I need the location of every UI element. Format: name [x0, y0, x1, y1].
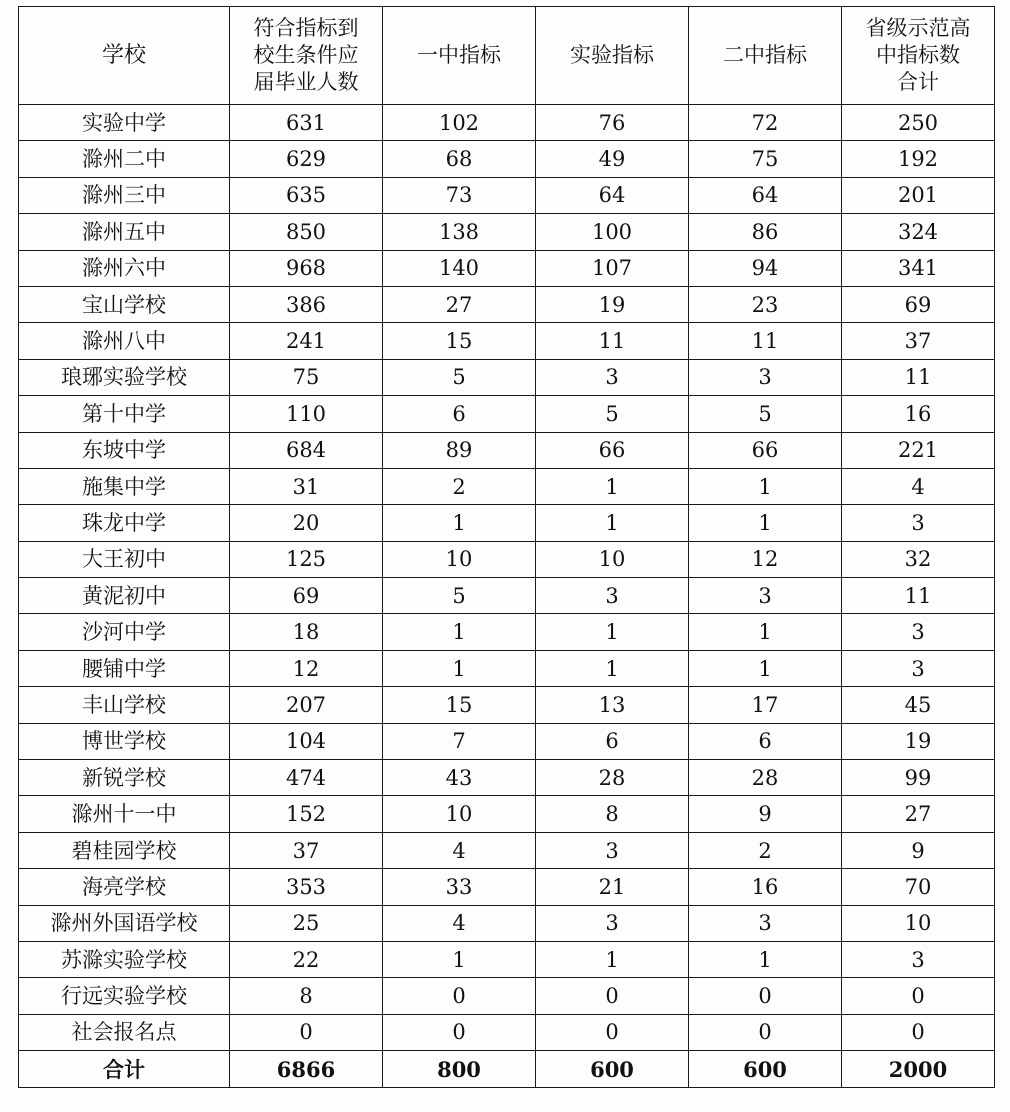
school-cell: 大王初中	[19, 541, 230, 577]
table-row	[19, 614, 995, 650]
shiyan-cell: 1	[536, 468, 689, 504]
total-yizhong-cell: 800	[383, 1051, 536, 1088]
total-cell: 19	[842, 723, 995, 759]
yizhong-cell: 5	[383, 578, 536, 614]
yizhong-cell: 15	[383, 323, 536, 359]
total-grads-cell: 6866	[230, 1051, 383, 1088]
shiyan-cell: 3	[536, 832, 689, 868]
table-row	[19, 578, 995, 614]
grads-cell: 386	[230, 286, 383, 322]
total-cell: 3	[842, 941, 995, 977]
table-row	[19, 105, 995, 141]
header-school	[19, 7, 230, 105]
yizhong-cell: 27	[383, 286, 536, 322]
total-cell: 9	[842, 832, 995, 868]
header-line: 实验指标	[570, 43, 654, 67]
school-cell: 沙河中学	[19, 614, 230, 650]
school-cell: 行远实验学校	[19, 978, 230, 1014]
total-total-cell: 2000	[842, 1051, 995, 1088]
grads-cell: 125	[230, 541, 383, 577]
total-cell: 16	[842, 396, 995, 432]
grads-cell: 635	[230, 177, 383, 213]
shiyan-cell: 3	[536, 359, 689, 395]
erzhong-cell: 1	[689, 505, 842, 541]
grads-cell: 18	[230, 614, 383, 650]
erzhong-cell: 11	[689, 323, 842, 359]
shiyan-cell: 1	[536, 650, 689, 686]
table-row	[19, 396, 995, 432]
yizhong-cell: 10	[383, 541, 536, 577]
total-row	[19, 1051, 995, 1088]
shiyan-cell: 21	[536, 869, 689, 905]
table-body	[19, 105, 995, 1051]
table-row	[19, 869, 995, 905]
table-header	[19, 7, 995, 105]
shiyan-cell: 76	[536, 105, 689, 141]
erzhong-cell: 17	[689, 687, 842, 723]
grads-cell: 75	[230, 359, 383, 395]
shiyan-cell: 3	[536, 905, 689, 941]
grads-cell: 0	[230, 1014, 383, 1050]
total-cell: 192	[842, 141, 995, 177]
header-line: 省级示范高	[865, 16, 971, 40]
school-cell: 腰铺中学	[19, 650, 230, 686]
school-cell: 丰山学校	[19, 687, 230, 723]
erzhong-cell: 1	[689, 614, 842, 650]
school-cell: 第十中学	[19, 396, 230, 432]
shiyan-cell: 11	[536, 323, 689, 359]
erzhong-cell: 86	[689, 214, 842, 250]
school-cell: 滁州五中	[19, 214, 230, 250]
header-grads	[230, 7, 383, 105]
total-erzhong-cell: 600	[689, 1051, 842, 1088]
total-cell: 324	[842, 214, 995, 250]
header-line: 届毕业人数	[253, 70, 359, 94]
shiyan-cell: 100	[536, 214, 689, 250]
shiyan-cell: 8	[536, 796, 689, 832]
header-line: 校生条件应	[253, 43, 359, 67]
school-cell: 滁州外国语学校	[19, 905, 230, 941]
quota-table	[18, 6, 995, 1088]
yizhong-cell: 1	[383, 941, 536, 977]
header-erzhong	[689, 7, 842, 105]
total-cell: 3	[842, 505, 995, 541]
table-row	[19, 323, 995, 359]
yizhong-cell: 4	[383, 905, 536, 941]
erzhong-cell: 1	[689, 468, 842, 504]
grads-cell: 20	[230, 505, 383, 541]
table-row	[19, 796, 995, 832]
table-row	[19, 650, 995, 686]
total-cell: 0	[842, 1014, 995, 1050]
total-cell: 341	[842, 250, 995, 286]
erzhong-cell: 12	[689, 541, 842, 577]
total-cell: 70	[842, 869, 995, 905]
yizhong-cell: 73	[383, 177, 536, 213]
grads-cell: 110	[230, 396, 383, 432]
erzhong-cell: 72	[689, 105, 842, 141]
school-cell: 碧桂园学校	[19, 832, 230, 868]
yizhong-cell: 68	[383, 141, 536, 177]
yizhong-cell: 5	[383, 359, 536, 395]
table-row	[19, 505, 995, 541]
shiyan-cell: 49	[536, 141, 689, 177]
yizhong-cell: 15	[383, 687, 536, 723]
table-row	[19, 214, 995, 250]
erzhong-cell: 6	[689, 723, 842, 759]
grads-cell: 353	[230, 869, 383, 905]
school-cell: 滁州三中	[19, 177, 230, 213]
shiyan-cell: 13	[536, 687, 689, 723]
school-cell: 滁州十一中	[19, 796, 230, 832]
total-shiyan-cell: 600	[536, 1051, 689, 1088]
header-line: 一中指标	[417, 43, 501, 67]
erzhong-cell: 28	[689, 760, 842, 796]
header-shiyan	[536, 7, 689, 105]
total-cell: 10	[842, 905, 995, 941]
erzhong-cell: 64	[689, 177, 842, 213]
yizhong-cell: 138	[383, 214, 536, 250]
grads-cell: 104	[230, 723, 383, 759]
school-cell: 东坡中学	[19, 432, 230, 468]
grads-cell: 241	[230, 323, 383, 359]
table-row	[19, 905, 995, 941]
grads-cell: 25	[230, 905, 383, 941]
yizhong-cell: 0	[383, 1014, 536, 1050]
header-line: 合计	[897, 70, 939, 94]
shiyan-cell: 66	[536, 432, 689, 468]
yizhong-cell: 1	[383, 614, 536, 650]
shiyan-cell: 107	[536, 250, 689, 286]
erzhong-cell: 1	[689, 650, 842, 686]
grads-cell: 37	[230, 832, 383, 868]
school-cell: 珠龙中学	[19, 505, 230, 541]
school-cell: 新锐学校	[19, 760, 230, 796]
yizhong-cell: 43	[383, 760, 536, 796]
grads-cell: 968	[230, 250, 383, 286]
yizhong-cell: 10	[383, 796, 536, 832]
school-cell: 滁州六中	[19, 250, 230, 286]
table-row	[19, 760, 995, 796]
shiyan-cell: 19	[536, 286, 689, 322]
grads-cell: 629	[230, 141, 383, 177]
grads-cell: 850	[230, 214, 383, 250]
grads-cell: 474	[230, 760, 383, 796]
header-total	[842, 7, 995, 105]
total-cell: 45	[842, 687, 995, 723]
erzhong-cell: 75	[689, 141, 842, 177]
school-cell: 施集中学	[19, 468, 230, 504]
yizhong-cell: 140	[383, 250, 536, 286]
table-row	[19, 541, 995, 577]
table-footer	[19, 1051, 995, 1088]
school-cell: 滁州二中	[19, 141, 230, 177]
yizhong-cell: 89	[383, 432, 536, 468]
erzhong-cell: 0	[689, 978, 842, 1014]
table-row	[19, 941, 995, 977]
school-cell: 苏滁实验学校	[19, 941, 230, 977]
grads-cell: 152	[230, 796, 383, 832]
yizhong-cell: 4	[383, 832, 536, 868]
school-cell: 滁州八中	[19, 323, 230, 359]
erzhong-cell: 3	[689, 905, 842, 941]
total-cell: 3	[842, 614, 995, 650]
grads-cell: 631	[230, 105, 383, 141]
total-cell: 37	[842, 323, 995, 359]
shiyan-cell: 5	[536, 396, 689, 432]
erzhong-cell: 66	[689, 432, 842, 468]
shiyan-cell: 3	[536, 578, 689, 614]
erzhong-cell: 1	[689, 941, 842, 977]
table-row	[19, 978, 995, 1014]
total-cell: 11	[842, 359, 995, 395]
table-row	[19, 286, 995, 322]
table-row	[19, 723, 995, 759]
table-row	[19, 250, 995, 286]
total-cell: 0	[842, 978, 995, 1014]
erzhong-cell: 3	[689, 578, 842, 614]
shiyan-cell: 1	[536, 941, 689, 977]
header-line: 符合指标到	[253, 16, 359, 40]
table-row	[19, 141, 995, 177]
grads-cell: 69	[230, 578, 383, 614]
school-cell: 实验中学	[19, 105, 230, 141]
table-row	[19, 468, 995, 504]
yizhong-cell: 1	[383, 650, 536, 686]
school-cell: 黄泥初中	[19, 578, 230, 614]
grads-cell: 22	[230, 941, 383, 977]
header-line: 学校	[101, 43, 146, 68]
erzhong-cell: 23	[689, 286, 842, 322]
yizhong-cell: 1	[383, 505, 536, 541]
grads-cell: 684	[230, 432, 383, 468]
shiyan-cell: 1	[536, 614, 689, 650]
shiyan-cell: 10	[536, 541, 689, 577]
shiyan-cell: 1	[536, 505, 689, 541]
total-cell: 221	[842, 432, 995, 468]
total-cell: 27	[842, 796, 995, 832]
header-line: 中指标数	[876, 43, 960, 67]
yizhong-cell: 33	[383, 869, 536, 905]
erzhong-cell: 0	[689, 1014, 842, 1050]
grads-cell: 207	[230, 687, 383, 723]
shiyan-cell: 6	[536, 723, 689, 759]
header-yizhong	[383, 7, 536, 105]
header-line: 二中指标	[723, 43, 807, 67]
yizhong-cell: 102	[383, 105, 536, 141]
erzhong-cell: 94	[689, 250, 842, 286]
erzhong-cell: 16	[689, 869, 842, 905]
total-cell: 3	[842, 650, 995, 686]
yizhong-cell: 7	[383, 723, 536, 759]
total-cell: 32	[842, 541, 995, 577]
school-cell: 社会报名点	[19, 1014, 230, 1050]
shiyan-cell: 0	[536, 978, 689, 1014]
total-cell: 250	[842, 105, 995, 141]
table-row	[19, 832, 995, 868]
table-row	[19, 359, 995, 395]
total-label-cell: 合计	[19, 1051, 230, 1088]
erzhong-cell: 3	[689, 359, 842, 395]
shiyan-cell: 28	[536, 760, 689, 796]
grads-cell: 31	[230, 468, 383, 504]
grads-cell: 12	[230, 650, 383, 686]
table-row	[19, 1014, 995, 1050]
erzhong-cell: 9	[689, 796, 842, 832]
school-cell: 博世学校	[19, 723, 230, 759]
total-cell: 99	[842, 760, 995, 796]
total-cell: 4	[842, 468, 995, 504]
table-row	[19, 177, 995, 213]
table-row	[19, 432, 995, 468]
school-cell: 宝山学校	[19, 286, 230, 322]
yizhong-cell: 6	[383, 396, 536, 432]
header-row	[19, 7, 995, 105]
erzhong-cell: 5	[689, 396, 842, 432]
yizhong-cell: 2	[383, 468, 536, 504]
school-cell: 琅琊实验学校	[19, 359, 230, 395]
total-cell: 69	[842, 286, 995, 322]
yizhong-cell: 0	[383, 978, 536, 1014]
table-row	[19, 687, 995, 723]
erzhong-cell: 2	[689, 832, 842, 868]
shiyan-cell: 0	[536, 1014, 689, 1050]
total-cell: 201	[842, 177, 995, 213]
total-cell: 11	[842, 578, 995, 614]
shiyan-cell: 64	[536, 177, 689, 213]
grads-cell: 8	[230, 978, 383, 1014]
school-cell: 海亮学校	[19, 869, 230, 905]
